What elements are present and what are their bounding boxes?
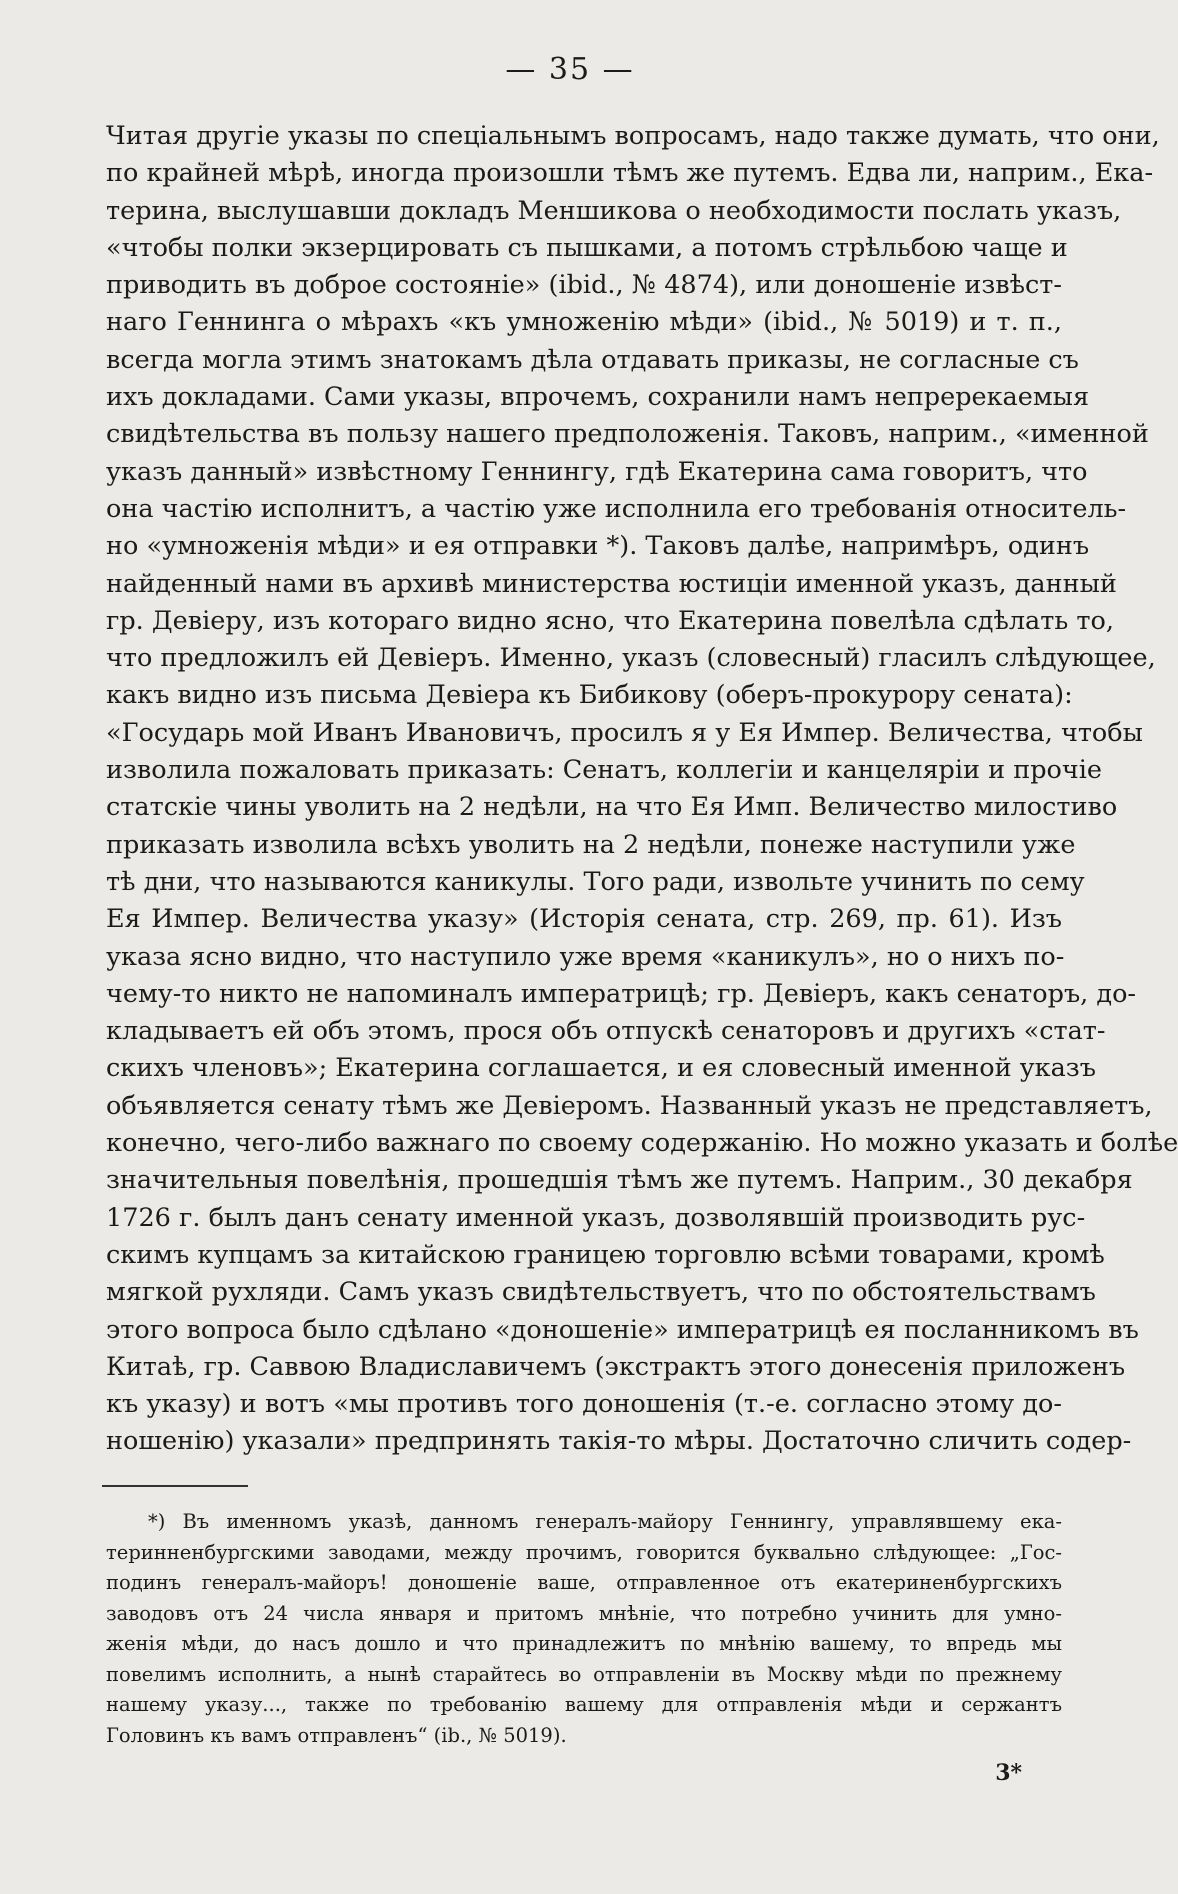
main-text bbox=[106, 118, 1178, 1461]
body-line: по крайней мѣрѣ, иногда произошли тѣмъ же путемъ. Едва ли, наприм., Ека- bbox=[106, 158, 1154, 189]
body-line: объявляется сенату тѣмъ же Девіеромъ. Названный указъ не представляетъ, bbox=[106, 1090, 1153, 1121]
footnote-line: повелимъ исполнить, а нынѣ старайтесь во отправленіи въ Москву мѣди по прежнему bbox=[106, 1662, 1062, 1686]
body-line: свидѣтельства въ пользу нашего предположенія. Таковъ, наприм., «именной bbox=[106, 419, 1149, 450]
body-line: «чтобы полки экзерцировать съ пышками, а потомъ стрѣльбою чаще и bbox=[106, 232, 1068, 263]
footnote-line: теринненбургскими заводами, между прочимъ, говорится буквально слѣдующее: „Гос- bbox=[106, 1540, 1062, 1564]
body-line: ношенію) указали» предпринять такія-то мѣры. Достаточно сличить содер- bbox=[106, 1426, 1132, 1457]
body-line: чему-то никто не напоминалъ императрицѣ; гр. Девіеръ, какъ сенаторъ, до- bbox=[106, 978, 1137, 1009]
footnote-line: женія мѣди, до насъ дошло и что принадлежитъ по мнѣнію вашему, то впредь мы bbox=[106, 1632, 1062, 1655]
body-line: найденный нами въ архивѣ министерства юстиціи именной указъ, данный bbox=[106, 568, 1117, 599]
body-line: всегда могла этимъ знатокамъ дѣла отдавать приказы, не согласные съ bbox=[106, 344, 1079, 375]
body-line: указъ данный» извѣстному Геннингу, гдѣ Екатерина сама говоритъ, что bbox=[106, 456, 1088, 487]
body-line: значительныя повелѣнія, прошедшія тѣмъ же путемъ. Наприм., 30 декабря bbox=[106, 1165, 1133, 1196]
body-line: скихъ членовъ»; Екатерина соглашается, и ея словесный именной указъ bbox=[106, 1053, 1096, 1084]
body-line: что предложилъ ей Девіеръ. Именно, указъ (словесный) гласилъ слѣдующее, bbox=[106, 643, 1156, 674]
body-line: Китаѣ, гр. Саввою Владиславичемъ (экстрактъ этого донесенія приложенъ bbox=[106, 1351, 1126, 1382]
footnote-line: нашему указу..., также по требованію вашему для отправленія мѣди и сержантъ bbox=[106, 1693, 1062, 1716]
footnote-line: Головинъ къ вамъ отправленъ“ (ib., № 5019). bbox=[106, 1723, 567, 1747]
body-line: этого вопроса было сдѣлано «доношеніе» императрицѣ ея посланникомъ въ bbox=[106, 1314, 1139, 1345]
body-line: она частію исполнитъ, а частію уже исполнила его требованія относитель- bbox=[106, 493, 1127, 524]
body-line: «Государь мой Иванъ Ивановичъ, просилъ я у Ея Импер. Величества, чтобы bbox=[106, 717, 1143, 748]
body-line: Читая другіе указы по спеціальнымъ вопросамъ, надо также думать, что они, bbox=[106, 121, 1160, 151]
footnote bbox=[106, 1507, 1062, 1751]
body-line: указа ясно видно, что наступило уже время «каникулъ», но о нихъ по- bbox=[106, 941, 1065, 972]
printer-signature: 3* bbox=[995, 1760, 1022, 1786]
body-line: какъ видно изъ письма Девіера къ Бибикову (оберъ-прокурору сената): bbox=[106, 680, 1073, 711]
body-line: кладываетъ ей объ этомъ, прося объ отпускѣ сенаторовъ и другихъ «стат- bbox=[106, 1016, 1106, 1047]
footnote-line: *) Въ именномъ указѣ, данномъ генералъ-майору Геннингу, управлявшему ека- bbox=[148, 1510, 1062, 1533]
body-line: статскіе чины уволить на 2 недѣли, на что Ея Имп. Величество милостиво bbox=[106, 792, 1118, 823]
body-line: 1726 г. былъ данъ сенату именной указъ, дозволявшій производить рус- bbox=[106, 1202, 1086, 1233]
footnote-divider bbox=[102, 1485, 248, 1487]
body-line: наго Геннинга о мѣрахъ «къ умноженію мѣди» (ibid., № 5019) и т. п., bbox=[106, 307, 1062, 338]
body-line: терина, выслушавши докладъ Меншикова о необходимости послать указъ, bbox=[106, 195, 1122, 226]
body-line: приказать изволила всѣхъ уволить на 2 недѣли, понеже наступили уже bbox=[106, 829, 1076, 860]
body-line: ихъ докладами. Сами указы, впрочемъ, сохранили намъ непререкаемыя bbox=[106, 382, 1090, 413]
body-line: изволила пожаловать приказать: Сенатъ, коллегіи и канцеляріи и прочіе bbox=[106, 755, 1102, 786]
body-line: скимъ купцамъ за китайскою границею торговлю всѣми товарами, кромѣ bbox=[106, 1239, 1105, 1270]
footnote-line: подинъ генералъ-майоръ! доношеніе ваше, отправленное отъ екатериненбургскихъ bbox=[106, 1571, 1062, 1594]
body-line: конечно, чего-либо важнаго по своему содержанію. Но можно указать и болѣе bbox=[106, 1128, 1178, 1159]
body-line: Ея Импер. Величества указу» (Исторія сената, стр. 269, пр. 61). Изъ bbox=[106, 904, 1062, 935]
body-line: но «умноженія мѣди» и ея отправки *). Таковъ далѣе, напримѣръ, одинъ bbox=[106, 531, 1090, 562]
page-number: — 35 — bbox=[505, 52, 635, 87]
footnote-line: заводовъ отъ 24 числа января и притомъ мнѣніе, что потребно учинить для умно- bbox=[106, 1601, 1062, 1625]
body-line: къ указу) и вотъ «мы противъ того доношенія (т.-е. согласно этому до- bbox=[106, 1389, 1062, 1420]
body-line: тѣ дни, что называются каникулы. Того ради, извольте учинить по сему bbox=[106, 866, 1085, 897]
body-line: приводить въ доброе состояніе» (ibid., № 4874), или доношеніе извѣст- bbox=[106, 270, 1062, 301]
body-line: гр. Девіеру, изъ котораго видно ясно, что Екатерина повелѣла сдѣлать то, bbox=[106, 605, 1114, 636]
body-line: мягкой рухляди. Самъ указъ свидѣтельствуетъ, что по обстоятельствамъ bbox=[106, 1277, 1096, 1308]
